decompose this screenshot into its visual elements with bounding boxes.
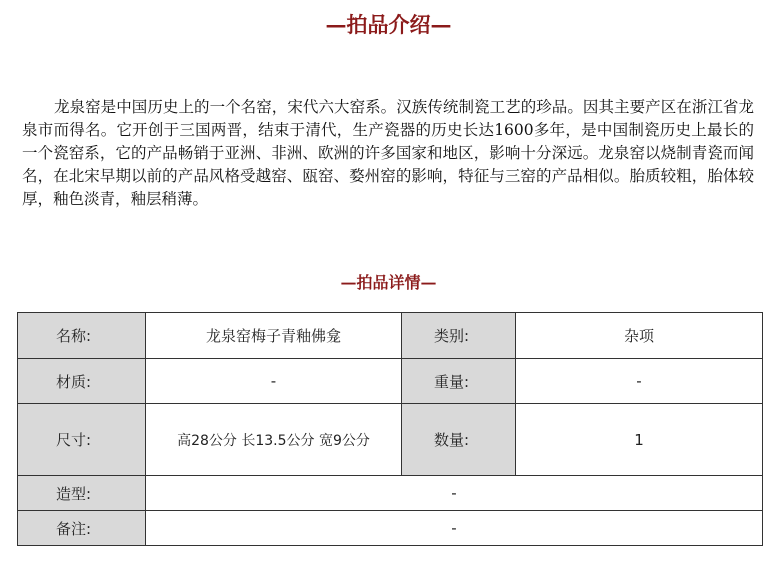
size-label: 尺寸: — [18, 404, 146, 476]
page-title: —拍品介绍— — [325, 12, 452, 37]
shape-label: 造型: — [18, 476, 146, 511]
note-label: 备注: — [18, 511, 146, 546]
size-value: 高28公分 长13.5公分 宽9公分 — [146, 404, 402, 476]
name-value: 龙泉窑梅子青釉佛龛 — [146, 313, 402, 359]
name-label: 名称: — [18, 313, 146, 359]
shape-value: - — [146, 476, 763, 511]
details-table — [17, 312, 763, 546]
material-value: - — [146, 359, 402, 404]
quantity-label: 数量: — [402, 404, 516, 476]
quantity-value: 1 — [516, 404, 763, 476]
category-value: 杂项 — [516, 313, 763, 359]
material-label: 材质: — [18, 359, 146, 404]
table-row — [18, 404, 763, 476]
table-row — [18, 511, 763, 546]
details-title: —拍品详情— — [340, 273, 437, 292]
category-label: 类别: — [402, 313, 516, 359]
weight-value: - — [516, 359, 763, 404]
table-row — [18, 476, 763, 511]
table-row — [18, 359, 763, 404]
note-value: - — [146, 511, 763, 546]
intro-paragraph: 龙泉窑是中国历史上的一个名窑，宋代六大窑系。汉族传统制瓷工艺的珍品。因其主要产区在浙江省龙泉市而得名。它开创于三国两晋，结束于清代，生产瓷器的历史长达1600多年，是中国制瓷历史上最长的一个瓷窑系，它的产品畅销于亚洲、非洲、欧洲的许多国家和地区，影响十分深远。龙泉窑以烧制青瓷而闻名，在北宋早期以前的产品风格受越窑、瓯窑、婺州窑的影响，特征与三窑的产品相似。胎质较粗，胎体较厚，釉色淡青，釉层稍薄。 — [22, 98, 754, 208]
weight-label: 重量: — [402, 359, 516, 404]
table-row — [18, 313, 763, 359]
